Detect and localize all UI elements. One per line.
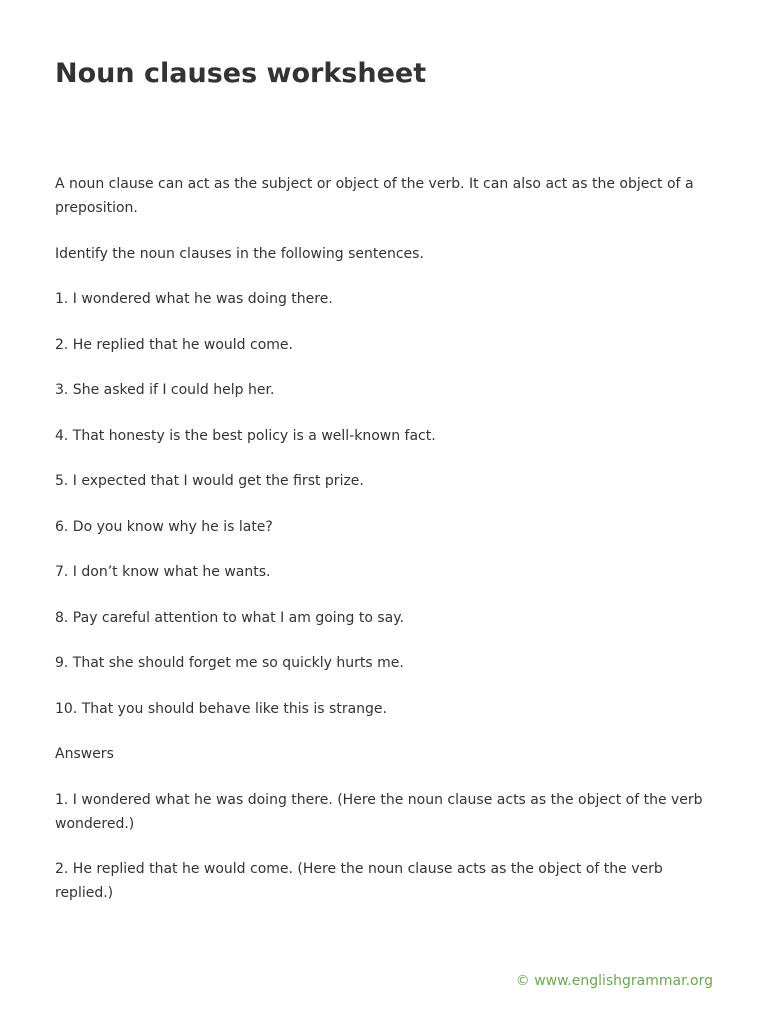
question-item: 2. He replied that he would come. bbox=[55, 336, 293, 353]
question-item: 8. Pay careful attention to what I am going to say. bbox=[55, 609, 404, 626]
question-item: 6. Do you know why he is late? bbox=[55, 518, 273, 535]
question-item: 1. I wondered what he was doing there. bbox=[55, 291, 333, 307]
worksheet-body bbox=[55, 172, 713, 927]
question-item: 9. That she should forget me so quickly hurts me. bbox=[55, 655, 404, 671]
question-item: 5. I expected that I would get the first prize. bbox=[55, 473, 364, 489]
question-item: 3. She asked if I could help her. bbox=[55, 382, 275, 398]
question-item: 4. That honesty is the best policy is a well-known fact. bbox=[55, 427, 436, 444]
answers-heading: Answers bbox=[55, 746, 114, 762]
answer-item: 2. He replied that he would come. (Here the noun clause acts as the object of the verb replied.) bbox=[55, 861, 663, 901]
intro-paragraph: A noun clause can act as the subject or object of the verb. It can also act as the object of a preposition. bbox=[55, 176, 694, 216]
question-item: 10. That you should behave like this is strange. bbox=[55, 700, 387, 717]
copyright-link[interactable]: © www.englishgrammar.org bbox=[515, 973, 713, 989]
question-item: 7. I don’t know what he wants. bbox=[55, 564, 271, 580]
answer-item: 1. I wondered what he was doing there. (Here the noun clause acts as the object of the verb wondered.) bbox=[55, 791, 703, 832]
page-title: Noun clauses worksheet bbox=[55, 58, 427, 89]
instruction-paragraph: Identify the noun clauses in the following sentences. bbox=[55, 245, 424, 262]
